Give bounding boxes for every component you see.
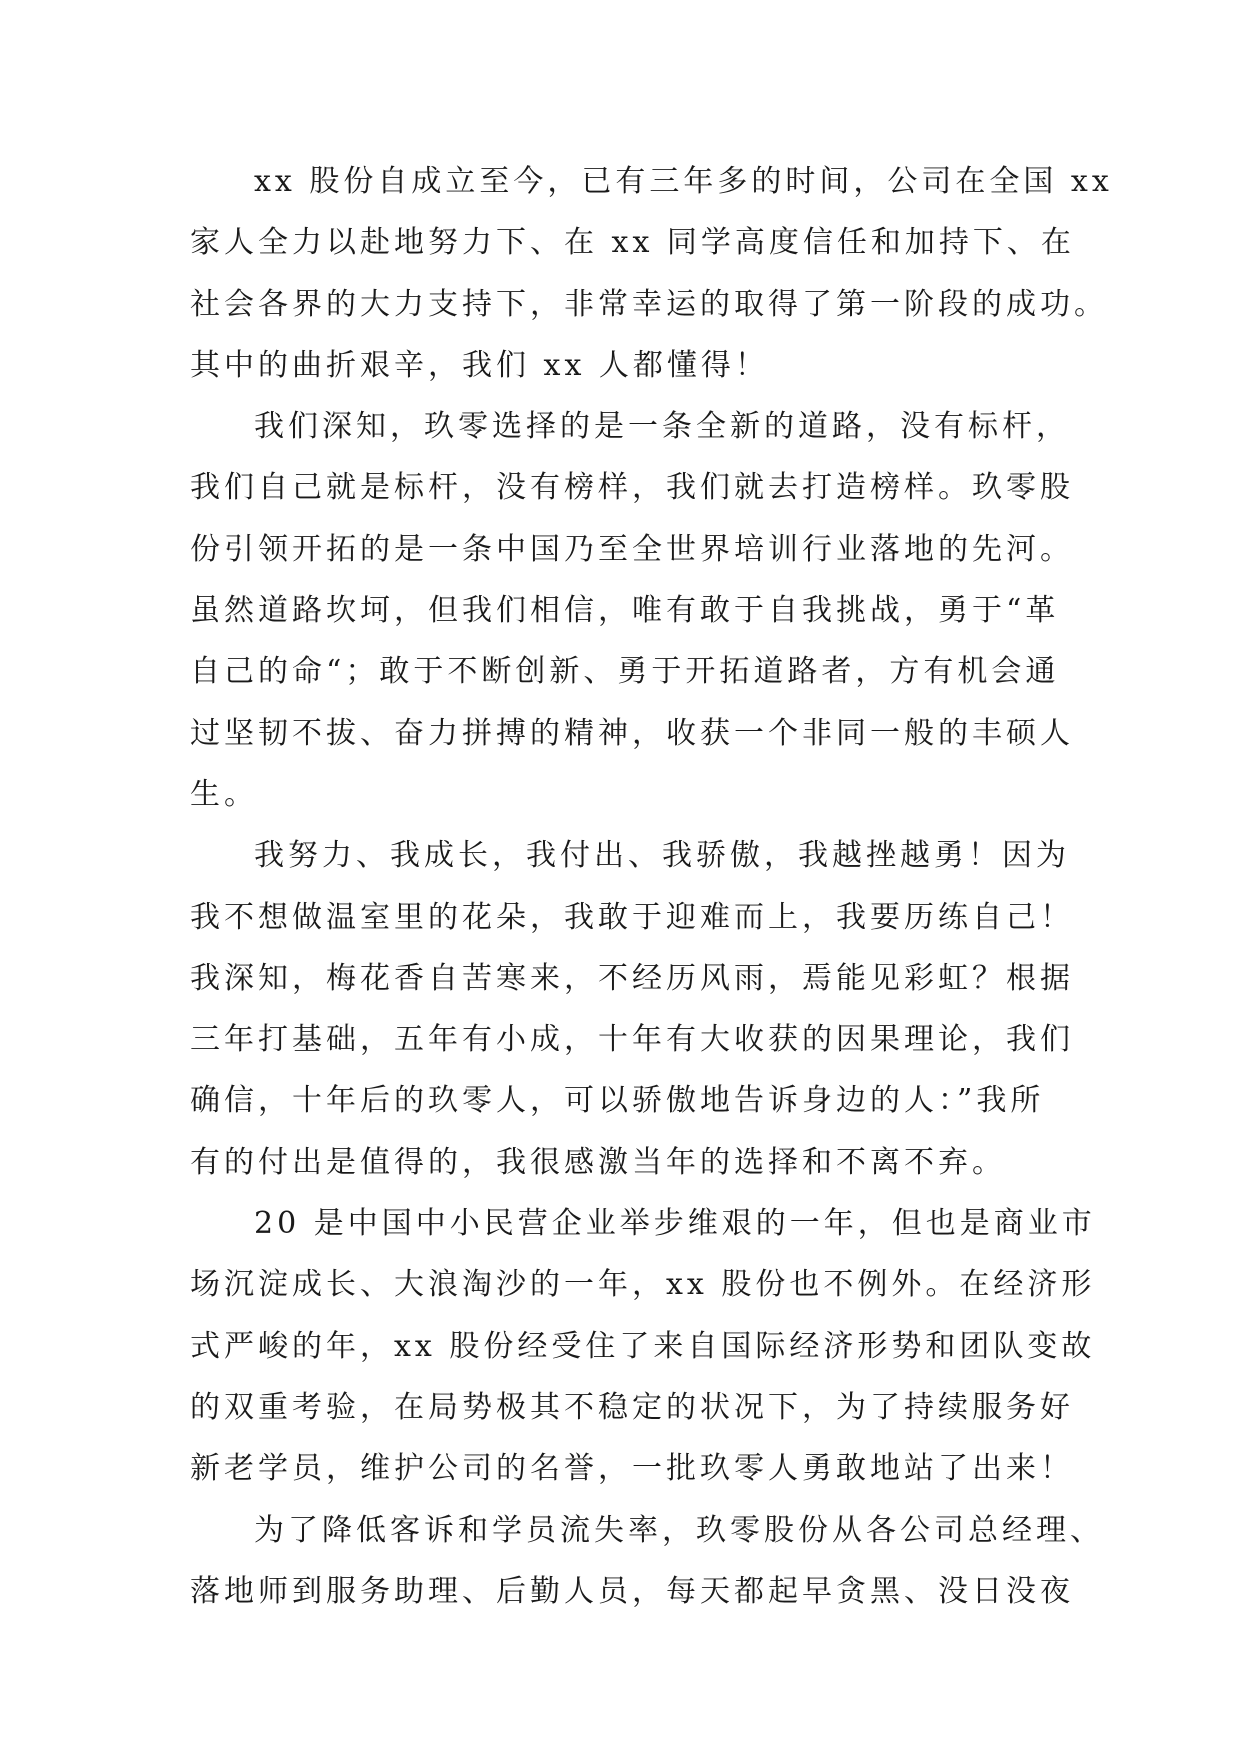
text-line: xx 股份自成立至今，已有三年多的时间，公司在全国 xx: [254, 164, 1113, 199]
text-line: 自己的命“；敢于不断创新、勇于开拓道路者，方有机会通: [190, 654, 1060, 690]
text-line: 有的付出是值得的，我很感激当年的选择和不离不弃。: [190, 1144, 1006, 1180]
text-line: 的双重考验，在局势极其不稳定的状况下，为了持续服务好: [190, 1389, 1074, 1425]
text-line: 场沉淀成长、大浪淘沙的一年，xx 股份也不例外。在经济形: [190, 1267, 1096, 1303]
text-line: 家人全力以赴地努力下、在 xx 同学高度信任和加持下、在: [190, 225, 1075, 261]
text-line: 三年打基础，五年有小成，十年有大收获的因果理论，我们: [190, 1022, 1074, 1058]
text-line: 落地师到服务助理、后勤人员，每天都起早贪黑、没日没夜: [190, 1573, 1074, 1609]
text-line: 生。: [190, 776, 258, 812]
text-line: 我们深知，玖零选择的是一条全新的道路，没有标杆，: [254, 409, 1070, 445]
text-line: 虽然道路坎坷，但我们相信，唯有敢于自我挑战，勇于“革: [190, 593, 1060, 629]
text-line: 社会各界的大力支持下，非常幸运的取得了第一阶段的成功。: [190, 286, 1108, 322]
text-line: 我们自己就是标杆，没有榜样，我们就去打造榜样。玖零股: [190, 470, 1074, 506]
body-text: [190, 162, 1113, 1633]
text-line: 我努力、我成长，我付出、我骄傲，我越挫越勇！因为: [254, 838, 1070, 874]
text-line: 我不想做温室里的花朵，我敢于迎难而上，我要历练自己！: [190, 899, 1074, 935]
text-line: 20 是中国中小民营企业举步维艰的一年，但也是商业市: [254, 1206, 1096, 1242]
text-line: 为了降低客诉和学员流失率，玖零股份从各公司总经理、: [254, 1512, 1104, 1548]
text-line: 式严峻的年，xx 股份经受住了来自国际经济形势和团队变故: [190, 1328, 1096, 1364]
text-line: 份引领开拓的是一条中国乃至全世界培训行业落地的先河。: [190, 531, 1074, 567]
text-line: 确信，十年后的玖零人，可以骄傲地告诉身边的人：”我所: [190, 1083, 1045, 1119]
text-line: 其中的曲折艰辛，我们 xx 人都懂得！: [190, 347, 769, 383]
text-line: 新老学员，维护公司的名誉，一批玖零人勇敢地站了出来！: [190, 1451, 1074, 1487]
text-line: 过坚韧不拔、奋力拼搏的精神，收获一个非同一般的丰硕人: [190, 715, 1074, 751]
text-line: 我深知，梅花香自苦寒来，不经历风雨，焉能见彩虹？根据: [190, 960, 1074, 996]
